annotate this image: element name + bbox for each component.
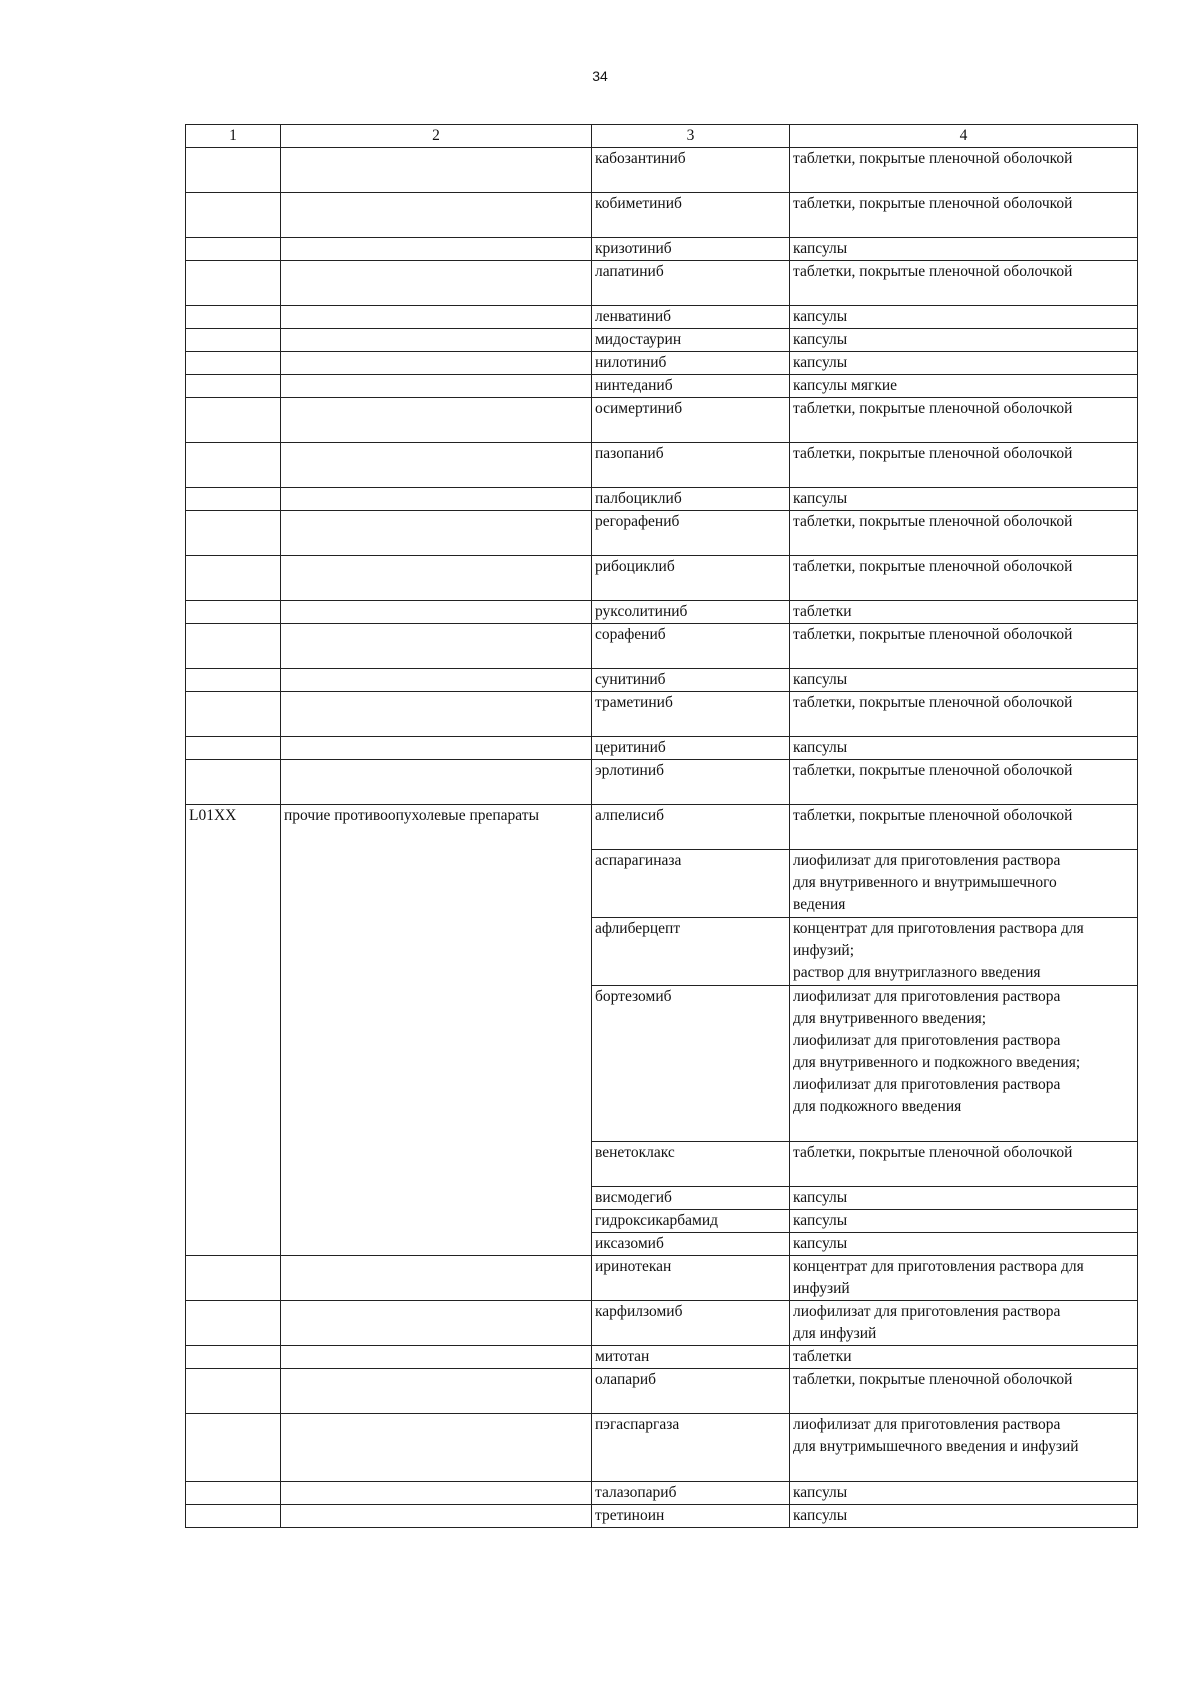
- table-row: [186, 306, 1138, 329]
- table-row: [186, 1256, 1138, 1301]
- group-name-cell: [281, 1505, 592, 1528]
- dosage-form-cell: капсулы: [790, 669, 1138, 692]
- dosage-form-cell: таблетки, покрытые пленочной оболочкой: [790, 193, 1138, 238]
- dosage-form-cell: капсулы: [790, 1187, 1138, 1210]
- table-row: [186, 352, 1138, 375]
- atc-code-cell: [186, 1482, 281, 1505]
- table-row: [186, 329, 1138, 352]
- dosage-form-cell: лиофилизат для приготовления раствора для инфузий: [790, 1301, 1138, 1346]
- column-header-4: 4: [790, 125, 1138, 148]
- table-row: [186, 511, 1138, 556]
- drug-name-cell: сунитиниб: [592, 669, 790, 692]
- dosage-form-cell: таблетки, покрытые пленочной оболочкой: [790, 760, 1138, 805]
- dosage-form-cell: капсулы: [790, 737, 1138, 760]
- group-name-cell: [281, 1369, 592, 1414]
- drug-name-cell: талазопариб: [592, 1482, 790, 1505]
- drug-name-cell: траметиниб: [592, 692, 790, 737]
- drug-name-cell: церитиниб: [592, 737, 790, 760]
- table-row: [186, 375, 1138, 398]
- group-name-cell: [281, 238, 592, 261]
- dosage-form-cell: таблетки, покрытые пленочной оболочкой: [790, 511, 1138, 556]
- dosage-form-cell: лиофилизат для приготовления раствора для внутримышечного введения и инфузий: [790, 1414, 1138, 1482]
- atc-code-cell: [186, 148, 281, 193]
- drug-name-cell: кабозантиниб: [592, 148, 790, 193]
- atc-code-cell: [186, 669, 281, 692]
- atc-code-cell: [186, 306, 281, 329]
- group-name-cell: [281, 1482, 592, 1505]
- group-name-cell: [281, 193, 592, 238]
- column-header-2: 2: [281, 125, 592, 148]
- table-body: [186, 125, 1138, 1528]
- group-name-cell: [281, 760, 592, 805]
- dosage-form-cell: таблетки: [790, 1346, 1138, 1369]
- table-row: [186, 1505, 1138, 1528]
- atc-code-cell: [186, 375, 281, 398]
- dosage-form-cell: капсулы: [790, 1233, 1138, 1256]
- table-row: [186, 1346, 1138, 1369]
- drug-name-cell: лапатиниб: [592, 261, 790, 306]
- drug-name-cell: аспарагиназа: [592, 850, 790, 918]
- dosage-form-cell: капсулы: [790, 352, 1138, 375]
- drug-name-cell: рибоциклиб: [592, 556, 790, 601]
- drug-name-cell: кобиметиниб: [592, 193, 790, 238]
- dosage-form-cell: таблетки, покрытые пленочной оболочкой: [790, 148, 1138, 193]
- atc-code-cell: [186, 1346, 281, 1369]
- dosage-form-cell: таблетки, покрытые пленочной оболочкой: [790, 261, 1138, 306]
- drug-name-cell: иксазомиб: [592, 1233, 790, 1256]
- atc-code-cell: L01XX: [186, 805, 281, 1256]
- drug-name-cell: осимертиниб: [592, 398, 790, 443]
- table-row: [186, 261, 1138, 306]
- group-name-cell: [281, 511, 592, 556]
- dosage-form-cell: капсулы: [790, 1210, 1138, 1233]
- table-row: [186, 737, 1138, 760]
- group-name-cell: [281, 1256, 592, 1301]
- drug-name-cell: бортезомиб: [592, 986, 790, 1142]
- dosage-form-cell: таблетки, покрытые пленочной оболочкой: [790, 805, 1138, 850]
- drug-name-cell: регорафениб: [592, 511, 790, 556]
- table-row: [186, 1482, 1138, 1505]
- drug-name-cell: висмодегиб: [592, 1187, 790, 1210]
- group-name-cell: [281, 737, 592, 760]
- drug-name-cell: сорафениб: [592, 624, 790, 669]
- dosage-form-cell: капсулы: [790, 1505, 1138, 1528]
- atc-code-cell: [186, 488, 281, 511]
- drug-name-cell: карфилзомиб: [592, 1301, 790, 1346]
- group-name-cell: [281, 329, 592, 352]
- group-name-cell: [281, 261, 592, 306]
- dosage-form-cell: концентрат для приготовления раствора для инфузий; раствор для внутриглазного введения: [790, 918, 1138, 986]
- column-header-1: 1: [186, 125, 281, 148]
- drug-name-cell: афлиберцепт: [592, 918, 790, 986]
- table-row: [186, 148, 1138, 193]
- group-name-cell: [281, 669, 592, 692]
- drug-name-cell: митотан: [592, 1346, 790, 1369]
- dosage-form-cell: капсулы: [790, 1482, 1138, 1505]
- dosage-form-cell: капсулы: [790, 238, 1138, 261]
- dosage-form-cell: таблетки, покрытые пленочной оболочкой: [790, 692, 1138, 737]
- atc-code-cell: [186, 601, 281, 624]
- atc-code-cell: [186, 1256, 281, 1301]
- group-name-cell: [281, 1346, 592, 1369]
- group-name-cell: [281, 375, 592, 398]
- atc-code-cell: [186, 443, 281, 488]
- table-row: [186, 624, 1138, 669]
- group-name-cell: [281, 352, 592, 375]
- table-header-row: [186, 125, 1138, 148]
- atc-code-cell: [186, 352, 281, 375]
- atc-code-cell: [186, 1301, 281, 1346]
- dosage-form-cell: капсулы мягкие: [790, 375, 1138, 398]
- table-row: [186, 398, 1138, 443]
- table-row: [186, 556, 1138, 601]
- atc-code-cell: [186, 261, 281, 306]
- drug-name-cell: венетоклакс: [592, 1142, 790, 1187]
- group-name-cell: [281, 624, 592, 669]
- dosage-form-cell: таблетки: [790, 601, 1138, 624]
- dosage-form-cell: таблетки, покрытые пленочной оболочкой: [790, 556, 1138, 601]
- table-row: [186, 193, 1138, 238]
- dosage-form-cell: капсулы: [790, 329, 1138, 352]
- drug-name-cell: палбоциклиб: [592, 488, 790, 511]
- drug-name-cell: пэгаспаргаза: [592, 1414, 790, 1482]
- group-name-cell: [281, 1301, 592, 1346]
- atc-code-cell: [186, 511, 281, 556]
- drug-name-cell: алпелисиб: [592, 805, 790, 850]
- table-row: [186, 488, 1138, 511]
- table-row: [186, 1369, 1138, 1414]
- group-name-cell: [281, 601, 592, 624]
- atc-code-cell: [186, 238, 281, 261]
- dosage-form-cell: таблетки, покрытые пленочной оболочкой: [790, 1369, 1138, 1414]
- table-row: [186, 443, 1138, 488]
- page-number: 34: [592, 68, 608, 84]
- atc-code-cell: [186, 692, 281, 737]
- dosage-form-cell: капсулы: [790, 306, 1138, 329]
- drug-name-cell: пазопаниб: [592, 443, 790, 488]
- group-name-cell: [281, 1414, 592, 1482]
- dosage-form-cell: лиофилизат для приготовления раствора для внутривенного и внутримышечного ведения: [790, 850, 1138, 918]
- atc-code-cell: [186, 556, 281, 601]
- group-name-cell: [281, 148, 592, 193]
- table-row: [186, 1301, 1138, 1346]
- dosage-form-cell: таблетки, покрытые пленочной оболочкой: [790, 398, 1138, 443]
- dosage-form-cell: таблетки, покрытые пленочной оболочкой: [790, 443, 1138, 488]
- atc-code-cell: [186, 760, 281, 805]
- atc-code-cell: [186, 1505, 281, 1528]
- group-name-cell: прочие противоопухолевые препараты: [281, 805, 592, 1256]
- dosage-form-cell: концентрат для приготовления раствора для инфузий: [790, 1256, 1138, 1301]
- table-row: [186, 669, 1138, 692]
- table-row: [186, 805, 1138, 850]
- table-row: [186, 238, 1138, 261]
- table-row: [186, 760, 1138, 805]
- atc-code-cell: [186, 1414, 281, 1482]
- drug-name-cell: нилотиниб: [592, 352, 790, 375]
- atc-code-cell: [186, 1369, 281, 1414]
- drug-name-cell: ленватиниб: [592, 306, 790, 329]
- atc-code-cell: [186, 737, 281, 760]
- drug-name-cell: третиноин: [592, 1505, 790, 1528]
- drug-name-cell: мидостаурин: [592, 329, 790, 352]
- drug-name-cell: гидроксикарбамид: [592, 1210, 790, 1233]
- drug-table: [185, 124, 1138, 1528]
- drug-name-cell: иринотекан: [592, 1256, 790, 1301]
- group-name-cell: [281, 556, 592, 601]
- group-name-cell: [281, 443, 592, 488]
- atc-code-cell: [186, 329, 281, 352]
- group-name-cell: [281, 488, 592, 511]
- drug-name-cell: нинтеданиб: [592, 375, 790, 398]
- group-name-cell: [281, 398, 592, 443]
- atc-code-cell: [186, 398, 281, 443]
- drug-name-cell: кризотиниб: [592, 238, 790, 261]
- column-header-3: 3: [592, 125, 790, 148]
- drug-name-cell: олапариб: [592, 1369, 790, 1414]
- dosage-form-cell: лиофилизат для приготовления раствора для внутривенного введения; лиофилизат для приготовления раствора для внутривенного и подкожного введения; лиофилизат для приготовления раствора для подкожного введения: [790, 986, 1138, 1142]
- table-row: [186, 1414, 1138, 1482]
- atc-code-cell: [186, 193, 281, 238]
- dosage-form-cell: капсулы: [790, 488, 1138, 511]
- dosage-form-cell: таблетки, покрытые пленочной оболочкой: [790, 624, 1138, 669]
- dosage-form-cell: таблетки, покрытые пленочной оболочкой: [790, 1142, 1138, 1187]
- table-row: [186, 601, 1138, 624]
- group-name-cell: [281, 306, 592, 329]
- group-name-cell: [281, 692, 592, 737]
- drug-name-cell: эрлотиниб: [592, 760, 790, 805]
- table-row: [186, 692, 1138, 737]
- drug-name-cell: руксолитиниб: [592, 601, 790, 624]
- atc-code-cell: [186, 624, 281, 669]
